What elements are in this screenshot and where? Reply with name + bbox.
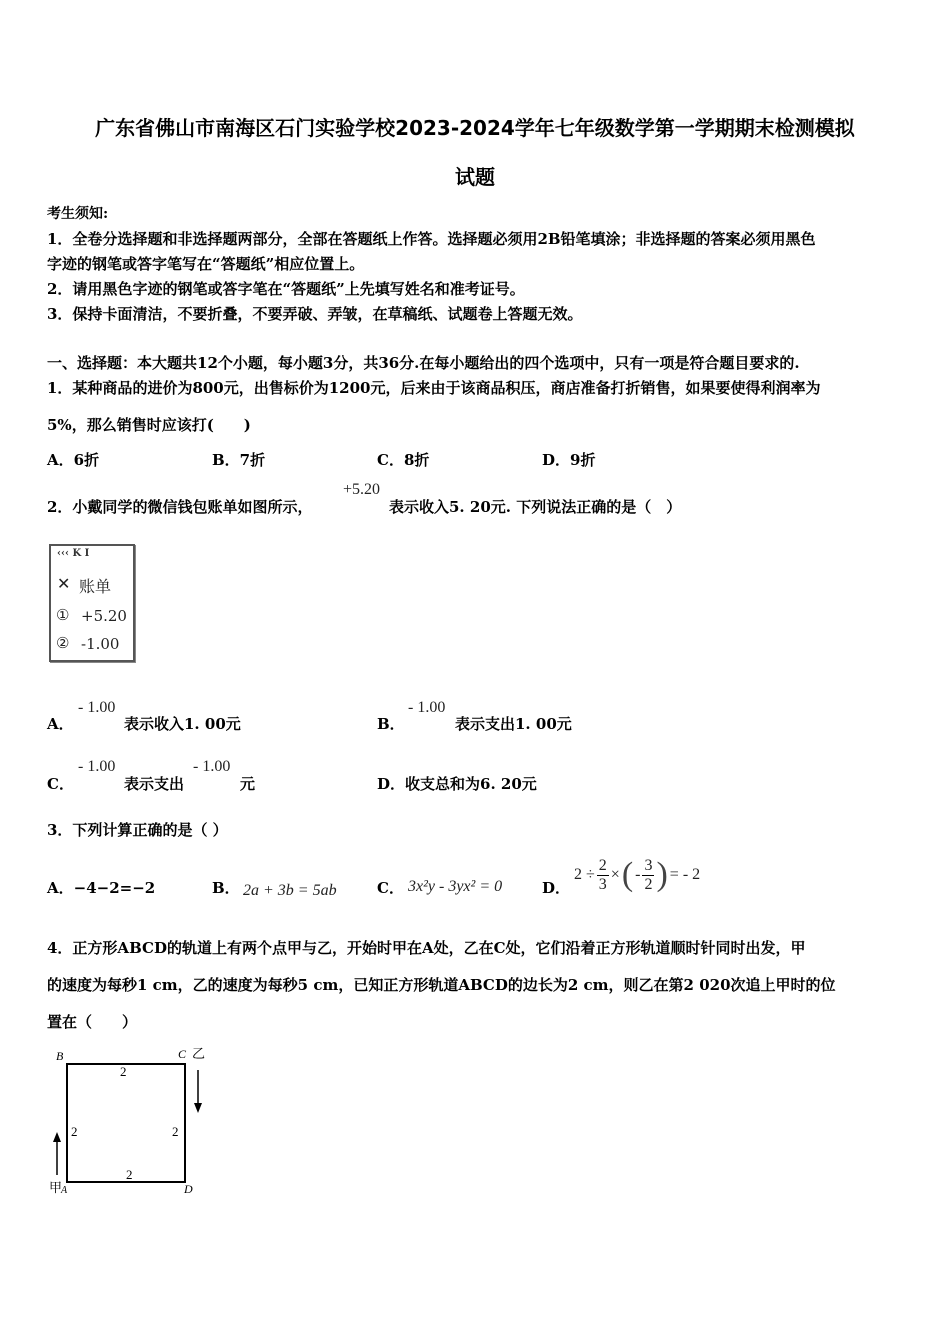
q2-option-b-math: - 1.00 <box>408 699 446 716</box>
q3-option-a: A．−4−2=−2 <box>47 879 156 897</box>
q3-d-fraction-1-num: 2 <box>598 856 607 874</box>
q1-stem-line1: 1．某种商品的进价为800元，出售标价为1200元，后来由于该商品积压，商店准备打折销售，如果要使得利润率为 <box>47 379 821 397</box>
q2-option-a-label: A． <box>47 715 74 733</box>
q3-d-fraction-1-den: 3 <box>598 875 607 893</box>
q1-option-c: C．8折 <box>377 451 430 469</box>
q3-option-c-math: 3x²y - 3yx² = 0 <box>408 878 503 895</box>
side-left-length: 2 <box>71 1124 78 1139</box>
q2-stem-pre: 2．小戴同学的微信钱包账单如图所示， <box>47 498 313 516</box>
bill-header: 账单 <box>79 577 112 596</box>
vertex-b: B <box>56 1049 64 1063</box>
bill-figure <box>49 544 135 662</box>
side-bottom-length: 2 <box>126 1167 133 1182</box>
page-title: 广东省佛山市南海区石门实验学校2023-2024学年七年级数学第一学期期末检测模拟 <box>95 116 855 140</box>
q2-option-c-text: 表示支出 <box>124 775 185 793</box>
q2-option-a-text: 表示收入1. 00元 <box>124 715 241 733</box>
q2-option-d: D．收支总和为6. 20元 <box>377 775 537 793</box>
q1-option-b: B．7折 <box>212 451 266 469</box>
bill-row-1-value: +5.20 <box>81 607 127 625</box>
q3-d-times: × <box>610 866 620 883</box>
bill-row-2-value: -1.00 <box>81 635 120 653</box>
q3-d-fraction-2 <box>642 857 654 894</box>
bill-row-1-number: ① <box>56 606 70 624</box>
bill-row-2-number: ② <box>56 634 70 652</box>
vertex-d: D <box>184 1182 193 1196</box>
square-figure <box>40 1042 220 1202</box>
down-arrow-head-icon <box>194 1103 202 1113</box>
q1-stem-line2: 5%，那么销售时应该打( ) <box>47 416 251 434</box>
q2-option-b-label: B． <box>377 715 405 733</box>
left-paren-icon: ( <box>621 856 634 893</box>
q3-option-d-math <box>574 850 700 900</box>
q1-option-a: A．6折 <box>47 451 100 469</box>
side-top-length: 2 <box>120 1064 127 1079</box>
square-track <box>67 1064 185 1182</box>
notice-heading: 考生须知: <box>47 206 109 222</box>
q3-option-d-label: D． <box>542 879 571 897</box>
right-paren-icon: ) <box>656 856 668 893</box>
q3-stem: 3．下列计算正确的是（ ） <box>47 821 228 839</box>
q3-d-fraction-1 <box>597 857 609 894</box>
notice-item-1b: 字迹的钢笔或答字笔写在“答题纸”相应位置上。 <box>47 255 365 273</box>
q4-stem-line1: 4．正方形ABCD的轨道上有两个点甲与乙，开始时甲在A处，乙在C处，它们沿着正方形轨道顺时针同时出发，甲 <box>47 939 806 957</box>
section-heading: 一、选择题：本大题共12个小题，每小题3分，共36分.在每小题给出的四个选项中，只有一项是符合题目要求的. <box>47 354 800 372</box>
q2-option-a-math: - 1.00 <box>78 699 116 716</box>
q3-option-b-label: B． <box>212 879 240 897</box>
label-jia: 甲 <box>49 1180 63 1195</box>
q3-d-fraction-2-num: 3 <box>644 856 653 874</box>
q2-stem-math: +5.20 <box>343 481 381 498</box>
close-icon: ✕ <box>57 574 71 593</box>
q2-option-c-label: C． <box>47 775 74 793</box>
vertex-c: C <box>178 1047 187 1061</box>
q3-option-c-label: C． <box>377 879 404 897</box>
notice-item-3: 3．保持卡面清洁，不要折叠，不要弄破、弄皱，在草稿纸、试题卷上答题无效。 <box>47 305 583 323</box>
q4-stem-line3: 置在（ ） <box>47 1013 138 1031</box>
up-arrow-head-icon <box>53 1132 61 1142</box>
notice-item-1a: 1．全卷分选择题和非选择题两部分，全部在答题纸上作答。选择题必须用2B铅笔填涂；非选择题的答案必须用黑色 <box>47 230 816 248</box>
phone-status-bar: ‹‹‹ K I <box>57 548 90 559</box>
q3-d-minus: - <box>635 866 641 883</box>
q2-option-c-math-1: - 1.00 <box>78 758 116 775</box>
side-right-length: 2 <box>172 1124 179 1139</box>
q1-option-d: D．9折 <box>542 451 596 469</box>
q3-d-eq: = - 2 <box>669 866 701 883</box>
notice-item-2: 2．请用黑色字迹的钢笔或答字笔在“答题纸”上先填写姓名和准考证号。 <box>47 280 525 298</box>
q2-option-c-math-2: - 1.00 <box>193 758 231 775</box>
q2-option-b-text: 表示支出1. 00元 <box>455 715 572 733</box>
q3-option-b-math: 2a + 3b = 5ab <box>243 882 337 899</box>
q2-option-c-unit: 元 <box>240 775 256 793</box>
q3-d-fraction-2-den: 2 <box>644 875 653 893</box>
q2-stem-post: 表示收入5. 20元. 下列说法正确的是（ ） <box>389 498 682 516</box>
vertex-a: A <box>61 1185 68 1196</box>
label-yi: 乙 <box>192 1046 206 1061</box>
q4-stem-line2: 的速度为每秒1 cm，乙的速度为每秒5 cm，已知正方形轨道ABCD的边长为2 cm，则乙在第2 020次追上甲时的位 <box>47 976 836 994</box>
page-title-line2: 试题 <box>455 165 495 189</box>
q3-d-lead: 2 ÷ <box>574 866 595 883</box>
